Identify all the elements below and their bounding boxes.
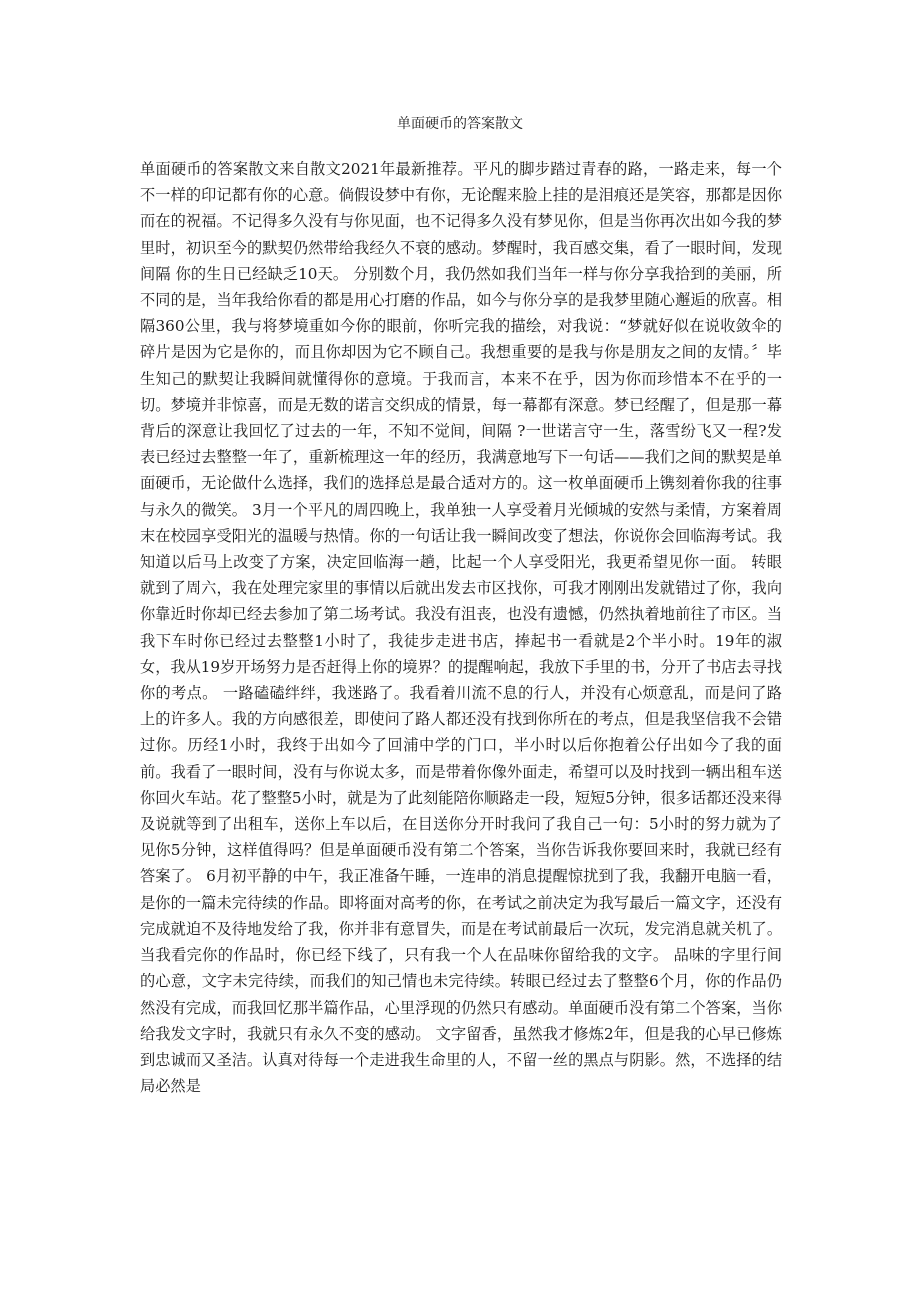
document-title: 单面硬币的答案散文 (397, 116, 523, 132)
document-body: 单面硬币的答案散文来自散文2021年最新推荐。平凡的脚步踏过青春的路，一路走来，每一个不一样的印记都有你的心意。倘假设梦中有你，无论醒来脸上挂的是泪痕还是笑容，那都是因你而在的祝福。不记得多久没有与你见面，也不记得多久没有梦见你，但是当你再次出如今我的梦里时，初识至今的默契仍然带给我经久不衰的感动。梦醒时，我百感交集，看了一眼时间，发现间隔 你的生日已经缺乏10天。 分别数个月，我仍然如我们当年一样与你分享我拾到的美丽，所不同的是，当年我给你看的都是用心打磨的作品，如今与你分享的是我梦里随心邂逅的欣喜。相隔360公里，我与将梦境重如今你的眼前，你听完我的描绘，对我说：“梦就好似在说收敛伞的碎片是因为它是你的，而且你却因为它不顾自己。我想重要的是我与你是朋友之间的友情。〞毕生知己的默契让我瞬间就懂得你的意境。于我而言，本来不在乎，因为你而珍惜本不在乎的一切。梦境并非惊喜，而是无数的诺言交织成的情景，每一幕都有深意。梦已经醒了，但是那一幕背后的深意让我回忆了过去的一年，不知不觉间，间隔 ?一世诺言守一生，落雪纷飞又一程?发表已经过去整整一年了，重新梳理这一年的经历，我满意地写下一句话——我们之间的默契是单面硬币，无论做什么选择，我们的选择总是最合适对方的。这一枚单面硬币上镌刻着你我的往事与永久的微笑。 3月一个平凡的周四晚上，我单独一人享受着月光倾城的安然与柔情，方案着周末在校园享受阳光的温暖与热情。你的一句话让我一瞬间改变了想法，你说你会回临海考试。我知道以后马上改变了方案，决定回临海一趟，比起一个人享受阳光，我更希望见你一面。 转眼就到了周六，我在处理完家里的事情以后就出发去市区找你，可我才刚刚出发就错过了你，我向你靠近时你却已经去参加了第二场考试。我没有沮丧，也没有遗憾，仍然执着地前往了市区。当我下车时你已经过去整整1小时了，我徒步走进书店，捧起书一看就是2个半小时。19年的淑女，我从19岁开场努力是否赶得上你的境界？的提醒响起，我放下手里的书，分开了书店去寻找你的考点。 一路磕磕绊绊，我迷路了。我看着川流不息的行人，并没有心烦意乱，而是问了路上的许多人。我的方向感很差，即使问了路人都还没有找到你所在的考点，但是我坚信我不会错过你。历经1小时，我终于出如今了回浦中学的门口，半小时以后你抱着公仔出如今了我的面前。我看了一眼时间，没有与你说太多，而是带着你像外面走，希望可以及时找到一辆出租车送你回火车站。花了整整5小时，就是为了此刻能陪你顺路走一段，短短5分钟，很多话都还没来得及说就等到了出租车，送你上车以后，在目送你分开时我问了我自己一句：5小时的努力就为了见你5分钟，这样值得吗？但是单面硬币没有第二个答案，当你告诉我你要回来时，我就已经有答案了。 6月初平静的中午，我正准备午睡，一连串的消息提醒惊扰到了我，我翻开电脑一看，是你的一篇未完待续的作品。即将面对高考的你，在考试之前决定为我写最后一篇文字，还没有完成就迫不及待地发给了我，你并非有意冒失，而是在考试前最后一次玩，发完消息就关机了。当我看完你的作品时，你已经下线了，只有我一个人在品味你留给我的文字。 品味的字里行间的心意，文字未完待续，而我们的知己情也未完待续。转眼已经过去了整整6个月，你的作品仍然没有完成，而我回忆那半篇作品，心里浮现的仍然只有感动。单面硬币没有第二个答案，当你给我发文字时，我就只有永久不变的感动。 文字留香，虽然我才修炼2年，但是我的心早已修炼到忠诚而又圣洁。认真对待每一个走进我生命里的人，不留一丝的黑点与阴影。然，不选择的结局必然是 (140, 160, 783, 1096)
